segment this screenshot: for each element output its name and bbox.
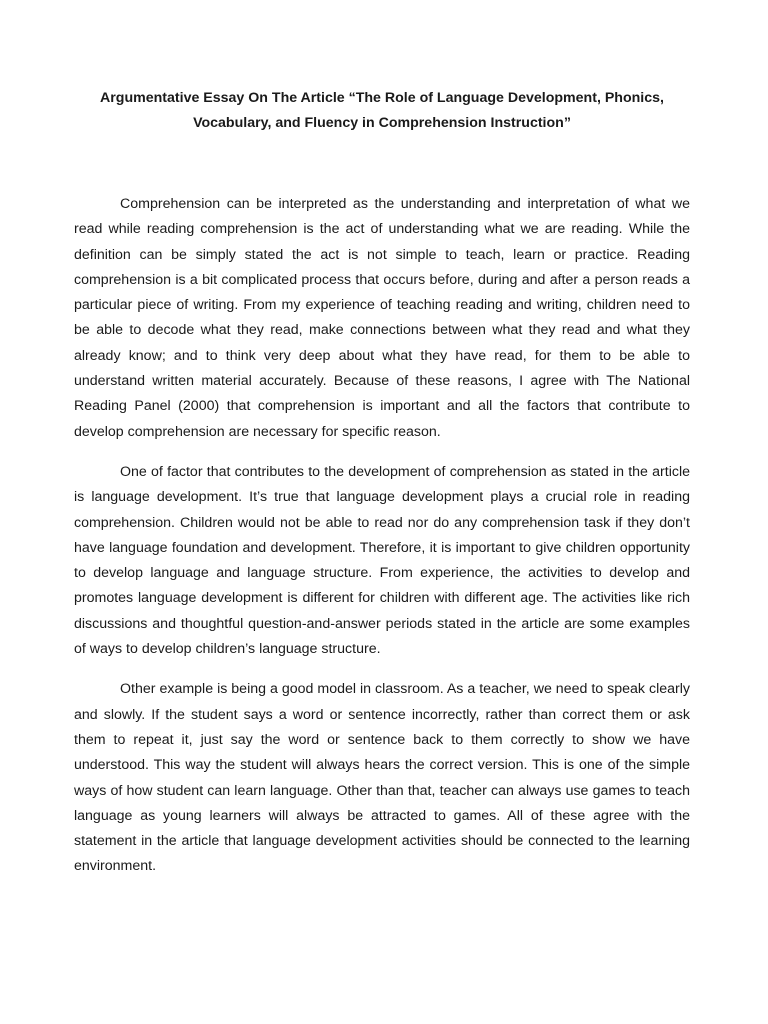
- paragraph-1: Comprehension can be interpreted as the understanding and interpretation of what we read while reading comprehension is the act of understanding what we are reading. While the definition can be simply stated the act is not simple to teach, learn or practice. Reading comprehension is a bit complicated process that occurs before, during and after a person reads a particular piece of writing. From my experience of teaching reading and writing, children need to be able to decode what they read, make connections between what they read and what they already know; and to think very deep about what they have read, for them to be able to understand written material accurately. Because of these reasons, I agree with The National Reading Panel (2000) that comprehension is important and all the factors that contribute to develop comprehension are necessary for specific reason.: [74, 196, 690, 440]
- essay-title-line-2: Vocabulary, and Fluency in Comprehension Instruction”: [193, 115, 571, 131]
- paragraph-2: One of factor that contributes to the development of comprehension as stated in the article is language development. It’s true that language development plays a crucial role in reading comprehension. Children would not be able to read nor do any comprehension task if they don’t have language foundation and development. Therefore, it is important to give children opportunity to develop language and language structure. From experience, the activities to develop and promotes language development is different for children with different age. The activities like rich discussions and thoughtful question-and-answer periods stated in the article are some examples of ways to develop children’s language structure.: [74, 463, 690, 658]
- paragraph-3: Other example is being a good model in classroom. As a teacher, we need to speak clearly and slowly. If the student says a word or sentence incorrectly, rather than correct them or ask them to repeat it, just say the word or sentence back to them correctly to show we have understood. This way the student will always hears the correct version. This is one of the simple ways of how student can learn language. Other than that, teacher can always use games to teach language as young learners will always be attracted to games. All of these agree with the statement in the article that language development activities should be connected to the learning environment.: [74, 681, 690, 875]
- essay-title-line-1: Argumentative Essay On The Article “The Role of Language Development, Phonics,: [100, 90, 664, 106]
- essay-title: [74, 86, 690, 136]
- essay-body: [74, 192, 690, 880]
